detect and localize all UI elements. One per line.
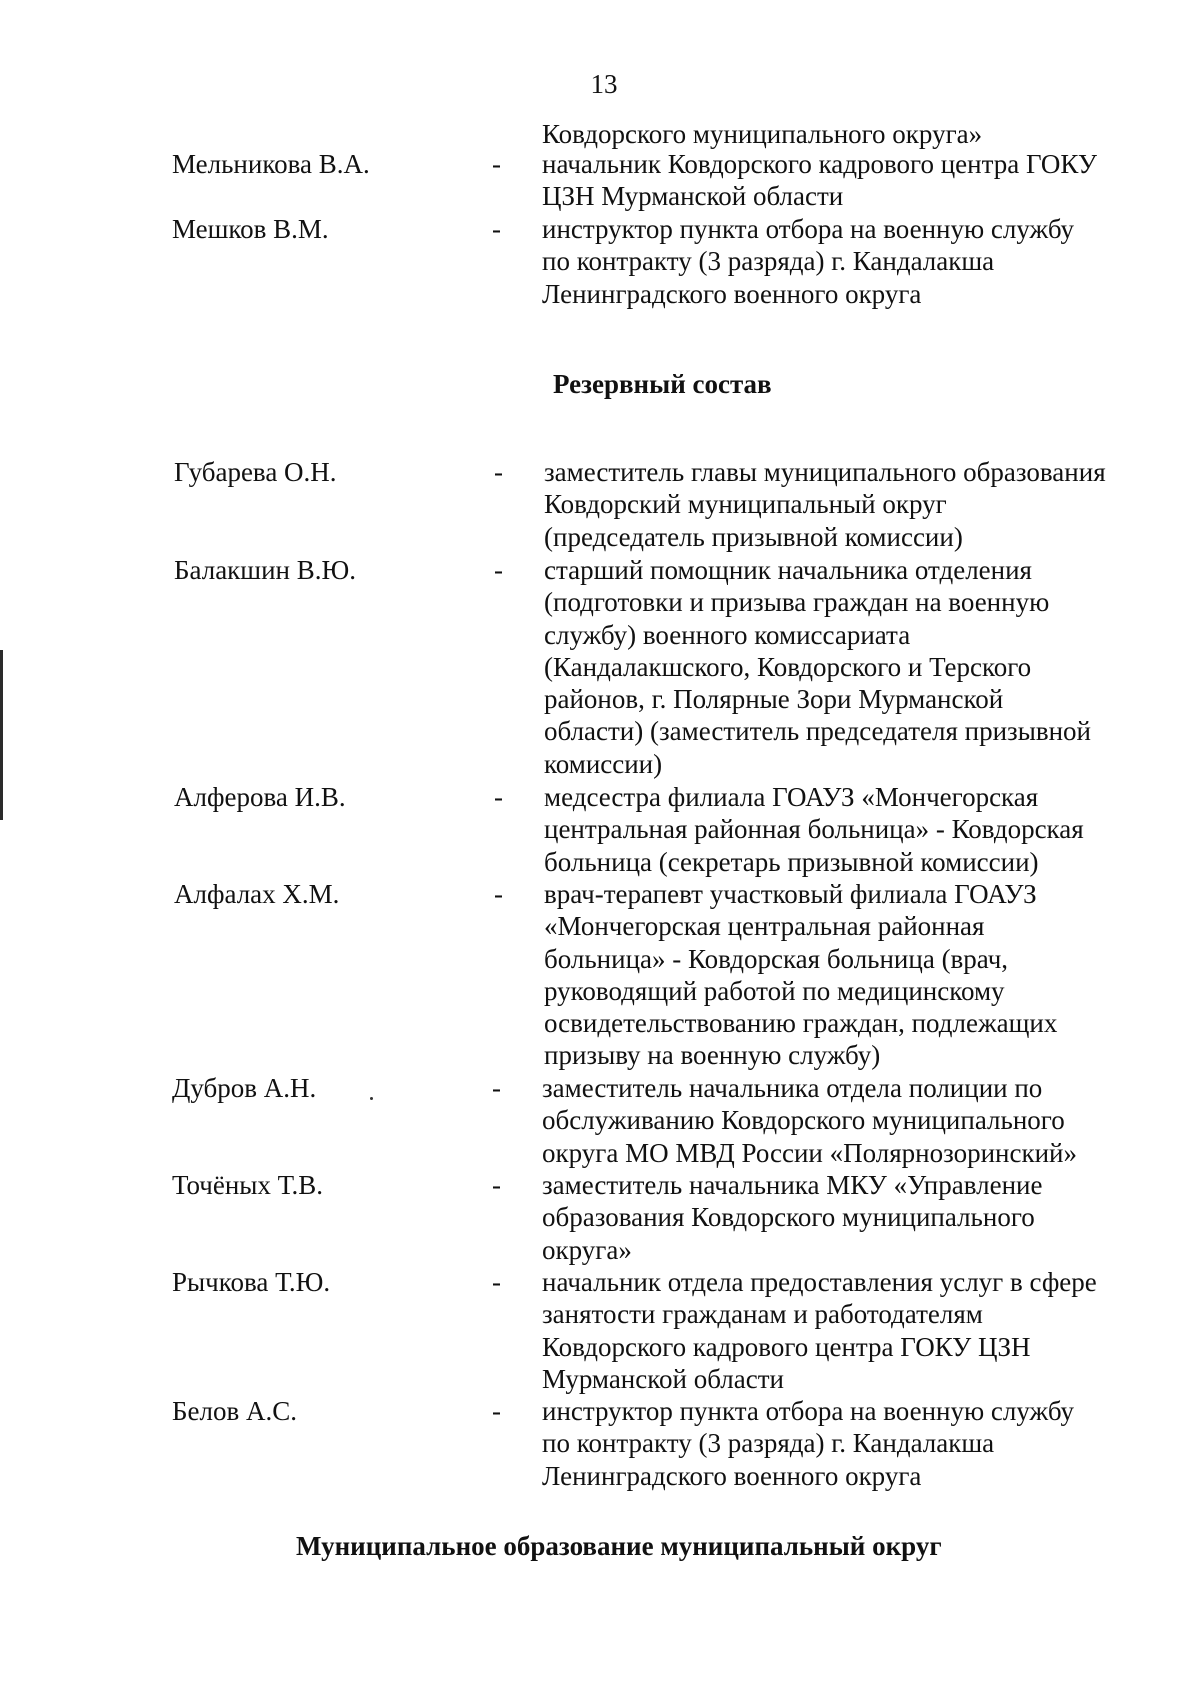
position-line: обслуживанию Ковдорского муниципального xyxy=(542,1105,1065,1136)
position-line: инструктор пункта отбора на военную службу xyxy=(542,214,1075,244)
scan-speck xyxy=(370,1097,373,1100)
member-dash: - xyxy=(492,1396,501,1426)
position-line: по контракту (3 разряда) г. Кандалакша xyxy=(542,1428,995,1459)
position-line: освидетельствованию граждан, подлежащих xyxy=(544,1008,1058,1039)
member-dash: - xyxy=(492,214,501,244)
position-line: Ковдорского кадрового центра ГОКУ ЦЗН xyxy=(542,1331,1031,1362)
member-name: Дубров А.Н. xyxy=(172,1073,317,1103)
member-dash: - xyxy=(494,555,503,585)
position-line: заместитель главы муниципального образования xyxy=(544,457,1106,487)
member-position xyxy=(542,1072,1142,1169)
member-dash: - xyxy=(494,457,503,487)
page-number: 13 xyxy=(590,69,618,99)
member-dash: - xyxy=(494,782,503,812)
position-line: врач-терапевт участковый филиала ГОАУЗ xyxy=(544,879,1037,909)
position-line: заместитель начальника МКУ «Управление xyxy=(542,1170,1043,1200)
scan-edge-mark xyxy=(0,650,3,820)
position-line: Ленинградского военного округа xyxy=(542,1460,922,1491)
position-line: руководящий работой по медицинскому xyxy=(544,975,1005,1006)
position-line: Ковдорский муниципальный округ xyxy=(544,489,947,520)
position-line: «Мончегорская центральная районная xyxy=(544,911,985,942)
member-position xyxy=(544,554,1144,780)
position-line: Ленинградского военного округа xyxy=(542,278,922,309)
position-line: инструктор пункта отбора на военную службу xyxy=(542,1396,1075,1426)
member-name: Белов А.С. xyxy=(172,1396,297,1426)
position-line: районов, г. Полярные Зори Мурманской xyxy=(544,684,1004,715)
member-position xyxy=(542,1395,1142,1492)
position-line: службу) военного комиссариата xyxy=(544,619,911,650)
position-line: заместитель начальника отдела полиции по xyxy=(542,1073,1043,1103)
position-line: начальник Ковдорского кадрового центра ГОКУ xyxy=(542,149,1097,179)
member-position xyxy=(544,878,1144,1072)
position-line: начальник отдела предоставления услуг в сфере xyxy=(542,1267,1097,1297)
position-line: образования Ковдорского муниципального xyxy=(542,1202,1035,1233)
position-line: (Кандалакшского, Ковдорского и Терского xyxy=(544,651,1032,682)
position-line: области) (заместитель председателя призывной xyxy=(544,716,1091,747)
member-position xyxy=(544,781,1144,878)
position-line: больница (секретарь призывной комиссии) xyxy=(544,846,1039,877)
member-dash: - xyxy=(492,1267,501,1297)
member-position xyxy=(542,213,1142,310)
position-line: занятости гражданам и работодателям xyxy=(542,1299,983,1330)
member-position xyxy=(542,148,1142,213)
member-name: Алфалах Х.М. xyxy=(174,879,340,909)
member-dash: - xyxy=(492,1170,501,1200)
position-line: медсестра филиала ГОАУЗ «Мончегорская xyxy=(544,782,1039,812)
member-dash: - xyxy=(492,149,501,179)
position-line: (подготовки и призыва граждан на военную xyxy=(544,587,1050,618)
position-line: Мурманской области xyxy=(542,1363,784,1394)
position-line: больница» - Ковдорская больница (врач, xyxy=(544,943,1009,974)
member-position xyxy=(542,1266,1142,1395)
position-line: по контракту (3 разряда) г. Кандалакша xyxy=(542,246,995,277)
position-line: округа МО МВД России «Полярнозоринский» xyxy=(542,1137,1078,1168)
reserve-heading: Резервный состав xyxy=(553,369,772,399)
member-dash: - xyxy=(492,1073,501,1103)
position-line: округа» xyxy=(542,1234,632,1265)
position-line: комиссии) xyxy=(544,748,663,779)
position-line: (председатель призывной комиссии) xyxy=(544,521,963,552)
member-name: Губарева О.Н. xyxy=(174,457,337,487)
member-name: Алферова И.В. xyxy=(174,782,346,812)
position-line: центральная районная больница» - Ковдорская xyxy=(544,814,1084,845)
member-name: Мельникова В.А. xyxy=(172,149,370,179)
member-position xyxy=(544,456,1144,553)
continued-text: Ковдорского муниципального округа» xyxy=(542,119,983,149)
position-line: призыву на военную службу) xyxy=(544,1040,881,1071)
member-name: Точёных Т.В. xyxy=(172,1170,323,1200)
member-name: Мешков В.М. xyxy=(172,214,329,244)
member-dash: - xyxy=(494,879,503,909)
member-name: Балакшин В.Ю. xyxy=(174,555,356,585)
position-line: старший помощник начальника отделения xyxy=(544,555,1032,585)
member-position xyxy=(542,1169,1142,1266)
footer-heading: Муниципальное образование муниципальный округ xyxy=(296,1531,942,1561)
member-name: Рычкова Т.Ю. xyxy=(172,1267,331,1297)
position-line: ЦЗН Мурманской области xyxy=(542,181,844,212)
